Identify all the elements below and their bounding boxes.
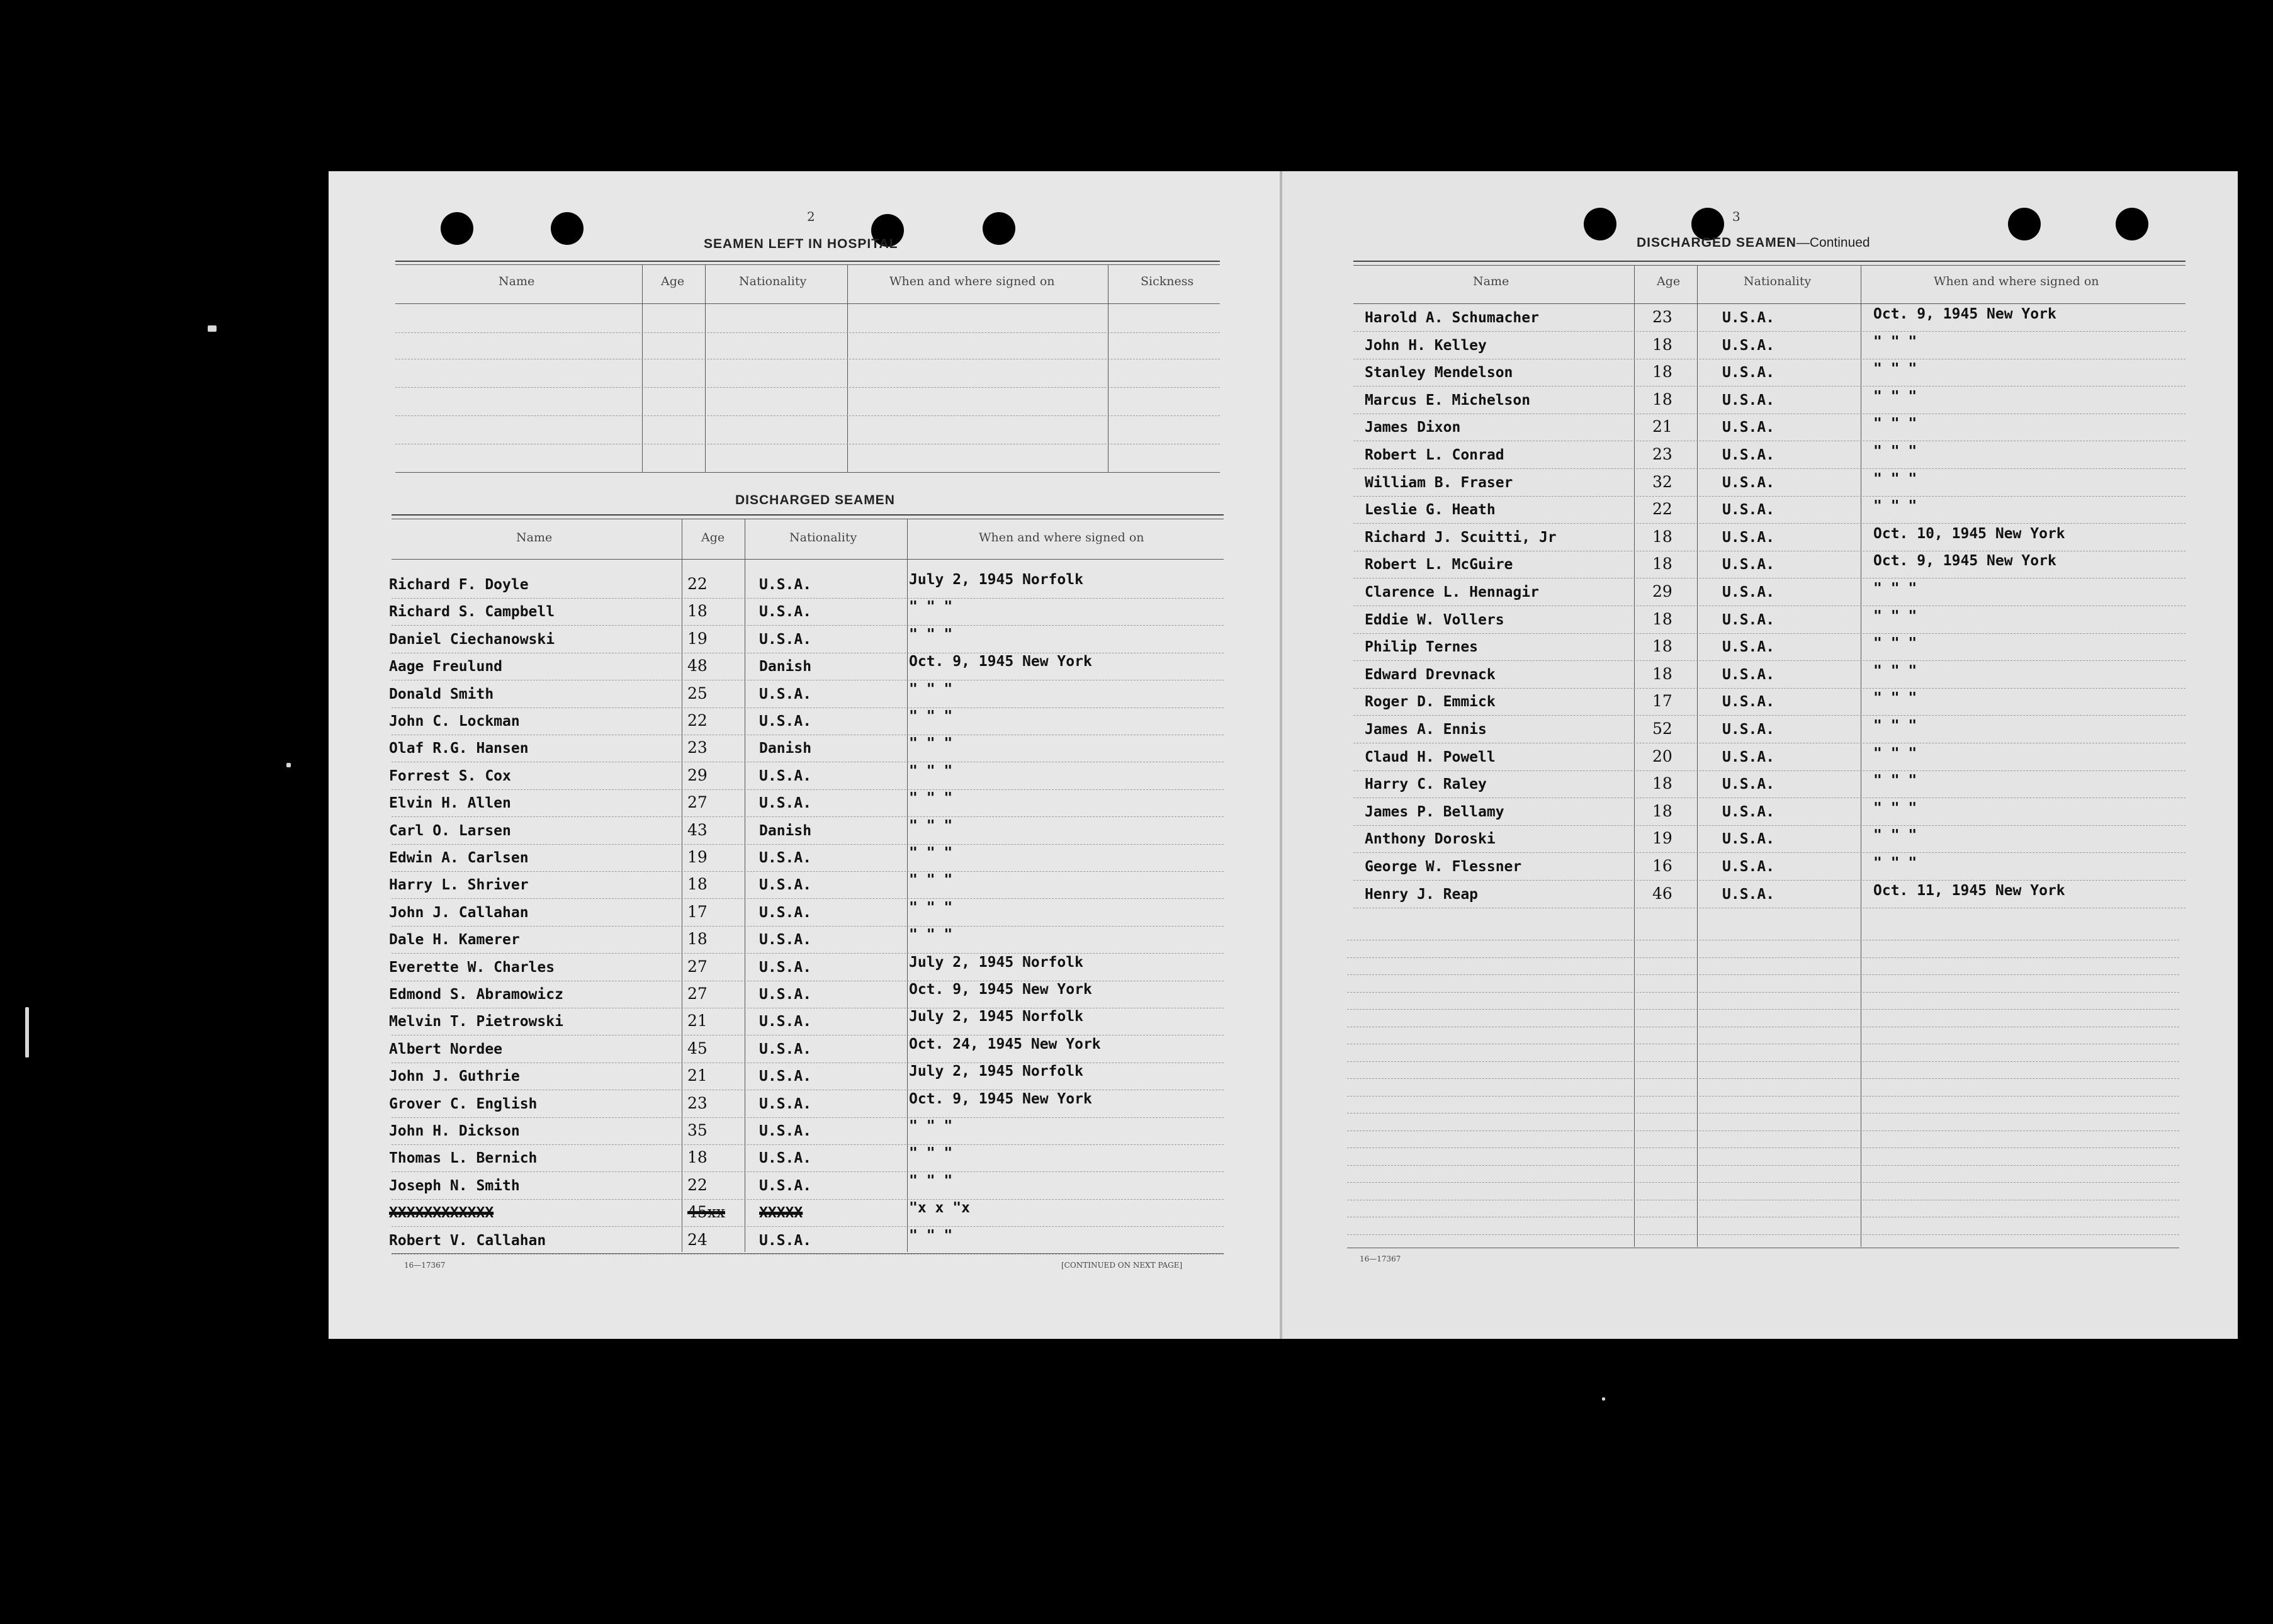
seaman-signed-on: " " " [909, 1172, 953, 1189]
seaman-nationality: U.S.A. [1722, 721, 1775, 738]
discharged-continued-title [1637, 235, 1870, 251]
rule [395, 261, 1220, 262]
binder-hole [2008, 208, 2041, 240]
seaman-age: 22 [1652, 500, 1672, 519]
ruled-line [1353, 331, 2186, 332]
ruled-line [395, 415, 1220, 416]
seaman-name: Thomas L. Bernich [389, 1150, 538, 1167]
seaman-name: Carl O. Larsen [389, 822, 511, 839]
rule [395, 472, 1220, 473]
discharged-col-age: Age [701, 531, 725, 544]
seaman-nationality: U.S.A. [759, 577, 812, 593]
scan-speck [1602, 1397, 1605, 1401]
seaman-age: 45xx [687, 1203, 726, 1222]
rule [395, 264, 1220, 265]
seaman-nationality: U.S.A. [759, 959, 812, 976]
seaman-name: Robert V. Callahan [389, 1232, 546, 1249]
seaman-age: 29 [1652, 582, 1672, 601]
seaman-signed-on: Oct. 9, 1945 New York [1873, 553, 2056, 570]
seaman-signed-on: " " " [1873, 718, 1917, 734]
seaman-name: XXXXXXXXXXXX [389, 1205, 494, 1222]
seaman-name: George W. Flessner [1365, 859, 1522, 875]
seaman-age: 23 [687, 1093, 708, 1112]
seaman-age: 18 [1652, 363, 1672, 381]
seaman-nationality: U.S.A. [1722, 831, 1775, 848]
discharged-col-nationality: Nationality [789, 531, 857, 544]
seaman-age: 18 [687, 875, 708, 894]
seaman-age: 46 [1652, 884, 1672, 903]
seaman-age: 18 [1652, 390, 1672, 409]
ruled-line [392, 953, 1224, 954]
seaman-nationality: U.S.A. [1722, 337, 1775, 354]
seaman-signed-on: " " " [909, 1145, 953, 1162]
ruled-line [392, 816, 1224, 817]
seaman-age: 18 [1652, 335, 1672, 354]
seaman-name: Robert L. McGuire [1365, 556, 1513, 573]
seaman-signed-on: Oct. 9, 1945 New York [909, 1090, 1092, 1107]
ruled-line [1353, 770, 2186, 771]
seaman-age: 19 [687, 629, 708, 648]
ruled-line [1347, 974, 2179, 975]
seaman-nationality: U.S.A. [1722, 447, 1775, 463]
hospital-col-age: Age [661, 274, 685, 288]
seaman-age: 17 [687, 902, 708, 921]
seaman-age: 18 [1652, 527, 1672, 546]
seaman-age: 52 [1652, 719, 1672, 738]
ruled-line [1347, 1078, 2179, 1079]
seaman-nationality: U.S.A. [759, 1068, 812, 1085]
binder-hole [2116, 208, 2148, 240]
seaman-age: 23 [1652, 308, 1672, 326]
seaman-name: Albert Nordee [389, 1040, 503, 1057]
ruled-line [392, 598, 1224, 599]
seaman-nationality: U.S.A. [759, 1232, 812, 1249]
ruled-line [392, 1144, 1224, 1145]
ruled-line [392, 871, 1224, 872]
seaman-name: Anthony Doroski [1365, 831, 1496, 848]
seaman-nationality: U.S.A. [1722, 502, 1775, 519]
seaman-signed-on: " " " [1873, 635, 1917, 652]
seaman-nationality: U.S.A. [1722, 392, 1775, 409]
seaman-signed-on: " " " [909, 680, 953, 697]
right-col-nationality: Nationality [1744, 274, 1812, 288]
binder-hole [441, 212, 473, 245]
rule [392, 559, 1224, 560]
seaman-signed-on: " " " [1873, 333, 1917, 350]
seaman-nationality: U.S.A. [759, 877, 812, 894]
seaman-nationality: U.S.A. [1722, 639, 1775, 656]
binder-hole [983, 212, 1015, 245]
ruled-line [1353, 852, 2186, 853]
ruled-line [395, 387, 1220, 388]
seaman-signed-on: Oct. 9, 1945 New York [909, 981, 1092, 998]
seaman-signed-on: Oct. 9, 1945 New York [909, 653, 1092, 670]
form-number: 16—17367 [404, 1261, 446, 1270]
seaman-name: John H. Kelley [1365, 337, 1487, 354]
seaman-nationality: U.S.A. [1722, 666, 1775, 683]
seaman-nationality: U.S.A. [1722, 611, 1775, 628]
discharged-col-signed-on: When and where signed on [979, 531, 1144, 544]
seaman-signed-on: "x x "x [909, 1200, 970, 1217]
seaman-age: 18 [687, 930, 708, 949]
seaman-name: James A. Ennis [1365, 721, 1487, 738]
ruled-line [1347, 992, 2179, 993]
hospital-col-divider [847, 264, 848, 472]
seaman-nationality: U.S.A. [759, 685, 812, 702]
seaman-name: Harry C. Raley [1365, 776, 1487, 793]
seaman-nationality: U.S.A. [1722, 364, 1775, 381]
seaman-age: 27 [687, 984, 708, 1003]
hospital-col-divider [705, 264, 706, 472]
seaman-nationality: U.S.A. [1722, 310, 1775, 326]
seaman-nationality: XXXXX [759, 1205, 803, 1222]
seaman-signed-on: " " " [1873, 470, 1917, 487]
seaman-age: 23 [687, 738, 708, 757]
hospital-col-signed-on: When and where signed on [889, 274, 1055, 288]
ruled-line [1353, 825, 2186, 826]
hospital-col-name: Name [499, 274, 535, 288]
ruled-line [392, 789, 1224, 790]
seaman-age: 18 [1652, 774, 1672, 793]
seaman-name: Elvin H. Allen [389, 795, 511, 812]
seaman-nationality: U.S.A. [1722, 529, 1775, 546]
seaman-age: 45 [687, 1039, 708, 1057]
seaman-nationality: U.S.A. [759, 1177, 812, 1194]
seaman-age: 27 [687, 957, 708, 976]
seaman-name: Richard J. Scuitti, Jr [1365, 529, 1557, 546]
seaman-age: 27 [687, 793, 708, 812]
seaman-age: 19 [687, 848, 708, 866]
seaman-age: 18 [1652, 555, 1672, 573]
seaman-age: 25 [687, 684, 708, 702]
seaman-nationality: U.S.A. [759, 986, 812, 1003]
seaman-signed-on: Oct. 9, 1945 New York [1873, 306, 2056, 322]
seaman-signed-on: " " " [1873, 361, 1917, 378]
right-col-signed-on: When and where signed on [1934, 274, 2099, 288]
seaman-name: Forrest S. Cox [389, 767, 511, 784]
seaman-nationality: Danish [759, 740, 812, 757]
seaman-name: William B. Fraser [1365, 474, 1513, 491]
seaman-nationality: U.S.A. [1722, 803, 1775, 820]
seaman-nationality: U.S.A. [1722, 474, 1775, 491]
seaman-name: James P. Bellamy [1365, 803, 1504, 820]
seaman-nationality: U.S.A. [1722, 886, 1775, 903]
seaman-nationality: U.S.A. [759, 1123, 812, 1139]
discharged-col-name: Name [516, 531, 553, 544]
seaman-age: 24 [687, 1230, 708, 1249]
seaman-name: John C. Lockman [389, 713, 520, 730]
seaman-name: Edmond S. Abramowicz [389, 986, 563, 1003]
discharged-continued-title-main: DISCHARGED SEAMEN [1637, 235, 1796, 250]
seaman-signed-on: " " " [1873, 827, 1917, 844]
seaman-signed-on: " " " [909, 817, 953, 834]
seaman-name: Joseph N. Smith [389, 1177, 520, 1194]
seaman-age: 22 [687, 1175, 708, 1194]
scan-speck [208, 325, 217, 332]
seaman-name: Clarence L. Hennagir [1365, 584, 1539, 601]
ruled-line [1347, 1009, 2179, 1010]
seaman-nationality: U.S.A. [759, 1095, 812, 1112]
seaman-age: 17 [1652, 692, 1672, 711]
scan-speck [25, 1007, 29, 1057]
seaman-signed-on: " " " [909, 845, 953, 861]
seaman-signed-on: " " " [1873, 498, 1917, 515]
page-fold [1280, 171, 1282, 1339]
seaman-name: Harry L. Shriver [389, 877, 529, 894]
seaman-name: Edward Drevnack [1365, 666, 1496, 683]
rule [392, 514, 1224, 516]
rule [1353, 265, 2186, 266]
seaman-name: Daniel Ciechanowski [389, 631, 555, 648]
seaman-age: 18 [1652, 801, 1672, 820]
seaman-age: 21 [687, 1012, 708, 1030]
ruled-line [1353, 688, 2186, 689]
right-col-divider [1697, 265, 1698, 1247]
ruled-line [1353, 468, 2186, 469]
ruled-line [1353, 496, 2186, 497]
seaman-signed-on: " " " [1873, 415, 1917, 432]
binder-hole [1584, 208, 1616, 240]
seaman-signed-on: " " " [1873, 855, 1917, 871]
seaman-name: Marcus E. Michelson [1365, 392, 1531, 409]
seaman-name: Leslie G. Heath [1365, 502, 1496, 519]
seaman-signed-on: " " " [1873, 772, 1917, 789]
seaman-age: 21 [1652, 417, 1672, 436]
ruled-line [1347, 1165, 2179, 1166]
rule [395, 303, 1220, 304]
seaman-nationality: U.S.A. [1722, 419, 1775, 436]
rule [1353, 303, 2186, 304]
seaman-signed-on: " " " [909, 708, 953, 725]
seaman-age: 18 [687, 1148, 708, 1167]
page-number: 3 [1732, 209, 1740, 224]
seaman-name: Melvin T. Pietrowski [389, 1013, 563, 1030]
hospital-col-nationality: Nationality [739, 274, 807, 288]
hospital-col-divider [642, 264, 643, 472]
seaman-signed-on: July 2, 1945 Norfolk [909, 1063, 1083, 1080]
seaman-nationality: U.S.A. [759, 1040, 812, 1057]
ruled-line [1353, 523, 2186, 524]
seaman-signed-on: July 2, 1945 Norfolk [909, 572, 1083, 588]
seaman-signed-on: " " " [909, 735, 953, 752]
ruled-line [392, 844, 1224, 845]
ruled-line [392, 1117, 1224, 1118]
ruled-line [1347, 957, 2179, 958]
scan-speck [286, 763, 291, 767]
seaman-nationality: U.S.A. [759, 713, 812, 730]
seaman-nationality: U.S.A. [1722, 584, 1775, 601]
seaman-name: Eddie W. Vollers [1365, 611, 1504, 628]
seaman-nationality: U.S.A. [759, 631, 812, 648]
seaman-signed-on: " " " [1873, 580, 1917, 597]
seaman-name: John H. Dickson [389, 1123, 520, 1139]
seaman-nationality: Danish [759, 822, 812, 839]
seaman-age: 18 [1652, 609, 1672, 628]
seaman-nationality: U.S.A. [759, 604, 812, 621]
seaman-name: Roger D. Emmick [1365, 694, 1496, 711]
seaman-name: Grover C. English [389, 1095, 538, 1112]
ruled-line [392, 1199, 1224, 1200]
seaman-age: 18 [1652, 637, 1672, 656]
seaman-signed-on: " " " [909, 899, 953, 916]
seaman-nationality: U.S.A. [1722, 859, 1775, 875]
ruled-line [1353, 660, 2186, 661]
seaman-age: 43 [687, 820, 708, 839]
seaman-name: James Dixon [1365, 419, 1461, 436]
ruled-line [392, 1226, 1224, 1227]
seaman-name: Edwin A. Carlsen [389, 850, 529, 866]
seaman-name: Richard F. Doyle [389, 577, 529, 593]
seaman-age: 29 [687, 765, 708, 784]
ruled-line [1347, 1234, 2179, 1235]
seaman-signed-on: " " " [909, 599, 953, 616]
seaman-nationality: U.S.A. [759, 850, 812, 866]
ruled-line [395, 332, 1220, 333]
seaman-nationality: U.S.A. [759, 1150, 812, 1167]
seaman-name: Claud H. Powell [1365, 748, 1496, 765]
seaman-age: 19 [1652, 829, 1672, 848]
seaman-nationality: U.S.A. [759, 932, 812, 949]
ruled-line [1353, 715, 2186, 716]
seaman-signed-on: " " " [1873, 607, 1917, 624]
rule [1353, 261, 2186, 262]
seaman-signed-on: " " " [909, 626, 953, 643]
ruled-line [1347, 1182, 2179, 1183]
seaman-name: Harold A. Schumacher [1365, 310, 1539, 326]
discharged-section-title: DISCHARGED SEAMEN [735, 493, 895, 507]
hospital-section-title: SEAMEN LEFT IN HOSPITAL [704, 237, 898, 251]
ruled-line [1353, 880, 2186, 881]
rule [392, 1253, 1224, 1254]
ruled-line [392, 1171, 1224, 1172]
ruled-line [1353, 633, 2186, 634]
seaman-signed-on: " " " [1873, 388, 1917, 405]
seaman-name: Richard S. Campbell [389, 604, 555, 621]
seaman-nationality: U.S.A. [759, 904, 812, 921]
seaman-signed-on: " " " [909, 1227, 953, 1244]
seaman-age: 23 [1652, 445, 1672, 463]
ruled-line [392, 625, 1224, 626]
seaman-name: Olaf R.G. Hansen [389, 740, 529, 757]
ruled-line [1347, 1061, 2179, 1062]
seaman-signed-on: " " " [909, 790, 953, 807]
seaman-signed-on: Oct. 11, 1945 New York [1873, 882, 2065, 899]
seaman-age: 21 [687, 1066, 708, 1085]
seaman-name: Robert L. Conrad [1365, 447, 1504, 463]
seaman-age: 22 [687, 711, 708, 730]
seaman-name: John J. Guthrie [389, 1068, 520, 1085]
seaman-age: 32 [1652, 472, 1672, 491]
discharged-col-divider [907, 519, 908, 1252]
form-number: 16—17367 [1360, 1255, 1401, 1263]
continued-note: [CONTINUED ON NEXT PAGE] [1061, 1261, 1183, 1270]
seaman-name: Henry J. Reap [1365, 886, 1479, 903]
ruled-line [1347, 1113, 2179, 1114]
seaman-nationality: U.S.A. [1722, 776, 1775, 793]
seaman-name: Philip Ternes [1365, 639, 1479, 656]
seaman-nationality: U.S.A. [759, 795, 812, 812]
seaman-signed-on: " " " [1873, 799, 1917, 816]
ruled-line [1347, 1096, 2179, 1097]
seaman-signed-on: " " " [1873, 690, 1917, 707]
ruled-line [392, 926, 1224, 927]
seaman-name: John J. Callahan [389, 904, 529, 921]
binder-hole [551, 212, 584, 245]
seaman-nationality: U.S.A. [759, 767, 812, 784]
seaman-signed-on: Oct. 10, 1945 New York [1873, 525, 2065, 542]
seaman-nationality: U.S.A. [1722, 694, 1775, 711]
seaman-age: 20 [1652, 747, 1672, 765]
seaman-signed-on: " " " [1873, 745, 1917, 762]
continued-suffix: —Continued [1796, 235, 1870, 250]
seaman-signed-on: " " " [909, 872, 953, 889]
seaman-signed-on: " " " [1873, 443, 1917, 460]
seaman-signed-on: " " " [909, 762, 953, 779]
hospital-col-sickness: Sickness [1141, 274, 1194, 288]
seaman-age: 18 [687, 602, 708, 621]
seaman-name: Stanley Mendelson [1365, 364, 1513, 381]
right-col-name: Name [1473, 274, 1509, 288]
seaman-signed-on: July 2, 1945 Norfolk [909, 954, 1083, 971]
seaman-nationality: U.S.A. [1722, 748, 1775, 765]
right-col-divider [1634, 265, 1635, 1247]
seaman-name: Donald Smith [389, 685, 494, 702]
seaman-age: 18 [1652, 664, 1672, 683]
page-number: 2 [807, 209, 815, 224]
seaman-signed-on: " " " [1873, 662, 1917, 679]
seaman-age: 22 [687, 575, 708, 593]
seaman-nationality: U.S.A. [759, 1013, 812, 1030]
seaman-nationality: U.S.A. [1722, 556, 1775, 573]
seaman-nationality: Danish [759, 658, 812, 675]
seaman-name: Aage Freulund [389, 658, 503, 675]
seaman-signed-on: July 2, 1945 Norfolk [909, 1008, 1083, 1025]
seaman-age: 16 [1652, 857, 1672, 875]
seaman-signed-on: " " " [909, 1118, 953, 1134]
seaman-signed-on: Oct. 24, 1945 New York [909, 1035, 1101, 1052]
seaman-signed-on: " " " [909, 927, 953, 944]
ruled-line [392, 898, 1224, 899]
seaman-name: Dale H. Kamerer [389, 932, 520, 949]
seaman-name: Everette W. Charles [389, 959, 555, 976]
right-col-age: Age [1657, 274, 1681, 288]
seaman-age: 48 [687, 657, 708, 675]
seaman-age: 35 [687, 1121, 708, 1139]
